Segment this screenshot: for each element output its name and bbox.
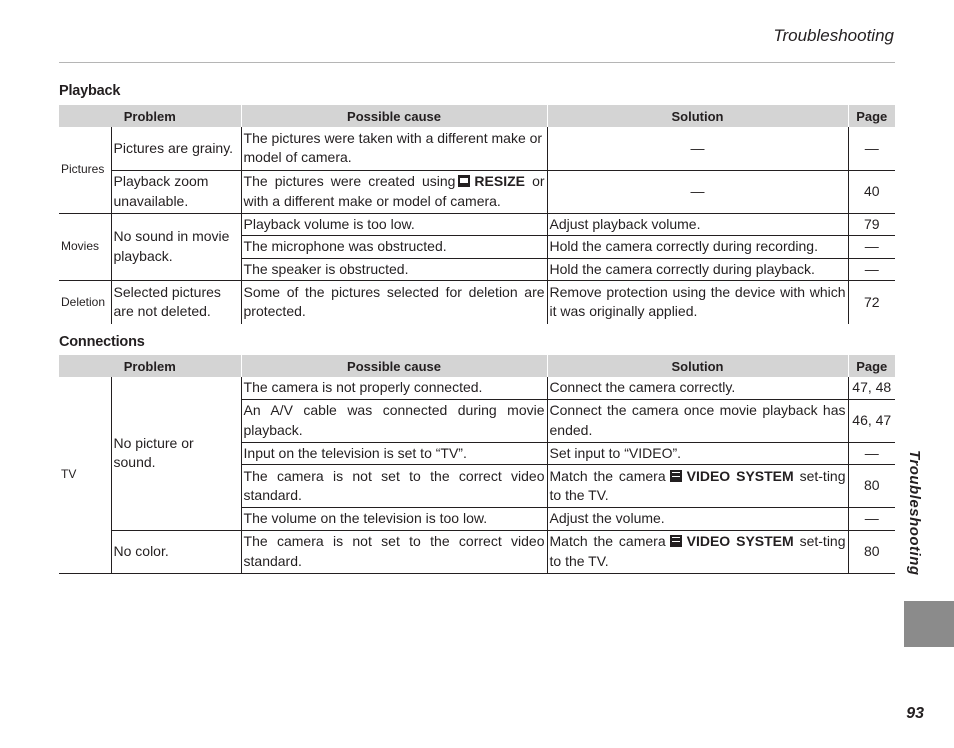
column-header-solution: Solution — [547, 105, 848, 127]
side-tab-label — [905, 450, 925, 590]
cause-cell: The pictures were taken with a different make or model of camera. — [241, 127, 547, 170]
page-cell: 47, 48 — [848, 377, 895, 399]
solution-cell: Hold the camera correctly during recording. — [547, 236, 848, 259]
solution-cell — [547, 530, 848, 573]
page-cell: 46, 47 — [848, 399, 895, 442]
problem-cell: No color. — [111, 530, 241, 573]
solution-text: Match the camera — [549, 533, 666, 549]
problem-cell: Selected pictures are not deleted. — [111, 281, 241, 324]
column-header-cause: Possible cause — [241, 105, 547, 127]
problem-cell: No sound in movie playback. — [111, 213, 241, 281]
category-cell: Movies — [59, 213, 111, 281]
solution-cell: — — [547, 127, 848, 170]
playback-heading: Playback — [59, 83, 121, 99]
page-cell: — — [848, 258, 895, 281]
table-row — [59, 530, 895, 573]
page-cell: 80 — [848, 465, 895, 508]
table-header-row — [59, 105, 895, 127]
table-header-row — [59, 355, 895, 377]
cause-cell — [241, 170, 547, 213]
menu-term: VIDEO SYSTEM — [686, 467, 794, 484]
page-cell: 80 — [848, 530, 895, 573]
page-number: 93 — [906, 705, 924, 722]
column-header-solution: Solution — [547, 355, 848, 377]
solution-cell: Adjust the volume. — [547, 508, 848, 531]
cause-cell: An A/V cable was connected during movie playback. — [241, 399, 547, 442]
side-tab — [904, 601, 954, 647]
connections-heading: Connections — [59, 334, 145, 350]
menu-term: RESIZE — [474, 173, 525, 189]
side-tab-label-text: Troubleshooting — [906, 450, 923, 576]
problem-cell: Playback zoom unavailable. — [111, 170, 241, 213]
cause-cell: The speaker is obstructed. — [241, 258, 547, 281]
page-cell: — — [848, 442, 895, 465]
column-header-problem: Problem — [59, 355, 241, 377]
problem-cell: No picture or sound. — [111, 377, 241, 530]
page-cell: 72 — [848, 281, 895, 324]
solution-text: set-ting to the TV. — [549, 533, 846, 569]
solution-cell: Remove protection using the device with which it was originally applied. — [547, 281, 848, 324]
column-header-page: Page — [848, 355, 895, 377]
category-cell: TV — [59, 377, 111, 573]
table-row — [59, 127, 895, 170]
page-cell: 40 — [848, 170, 895, 213]
page-cell: — — [848, 508, 895, 531]
problem-cell: Pictures are grainy. — [111, 127, 241, 170]
solution-cell: Set input to “VIDEO”. — [547, 442, 848, 465]
cause-cell: The volume on the television is too low. — [241, 508, 547, 531]
menu-term: VIDEO SYSTEM — [686, 533, 794, 549]
page-cell: — — [848, 236, 895, 259]
page-cell: — — [848, 127, 895, 170]
table-row — [59, 213, 895, 236]
cause-cell: Some of the pictures selected for deletion are protected. — [241, 281, 547, 324]
cause-cell: The camera is not set to the correct video standard. — [241, 530, 547, 573]
category-cell: Pictures — [59, 127, 111, 213]
table-row — [59, 377, 895, 399]
playback-table — [59, 105, 895, 324]
header-rule — [59, 62, 895, 63]
ntsc-pal-icon — [670, 535, 682, 547]
page-cell: 79 — [848, 213, 895, 236]
ntsc-pal-icon — [670, 470, 682, 482]
cause-cell: The camera is not properly connected. — [241, 377, 547, 399]
cause-text: The pictures were created using — [243, 173, 456, 189]
solution-text: set-ting to the TV. — [549, 467, 846, 503]
cause-cell: Input on the television is set to “TV”. — [241, 442, 547, 465]
cause-text: or with a different make or model of camera. — [243, 173, 545, 209]
cause-cell: Playback volume is too low. — [241, 213, 547, 236]
column-header-problem: Problem — [59, 105, 241, 127]
column-header-page: Page — [848, 105, 895, 127]
solution-cell: Connect the camera once movie playback has ended. — [547, 399, 848, 442]
cause-cell: The microphone was obstructed. — [241, 236, 547, 259]
running-title: Troubleshooting — [773, 26, 894, 45]
table-row — [59, 170, 895, 213]
category-cell: Deletion — [59, 281, 111, 324]
table-row — [59, 281, 895, 324]
connections-table — [59, 355, 895, 574]
solution-cell: Hold the camera correctly during playback. — [547, 258, 848, 281]
resize-menu-icon — [458, 175, 470, 187]
solution-text: Match the camera — [549, 467, 666, 484]
solution-cell: — — [547, 170, 848, 213]
column-header-cause: Possible cause — [241, 355, 547, 377]
solution-cell: Connect the camera correctly. — [547, 377, 848, 399]
cause-cell: The camera is not set to the correct video standard. — [241, 465, 547, 508]
solution-cell — [547, 465, 848, 508]
solution-cell: Adjust playback volume. — [547, 213, 848, 236]
